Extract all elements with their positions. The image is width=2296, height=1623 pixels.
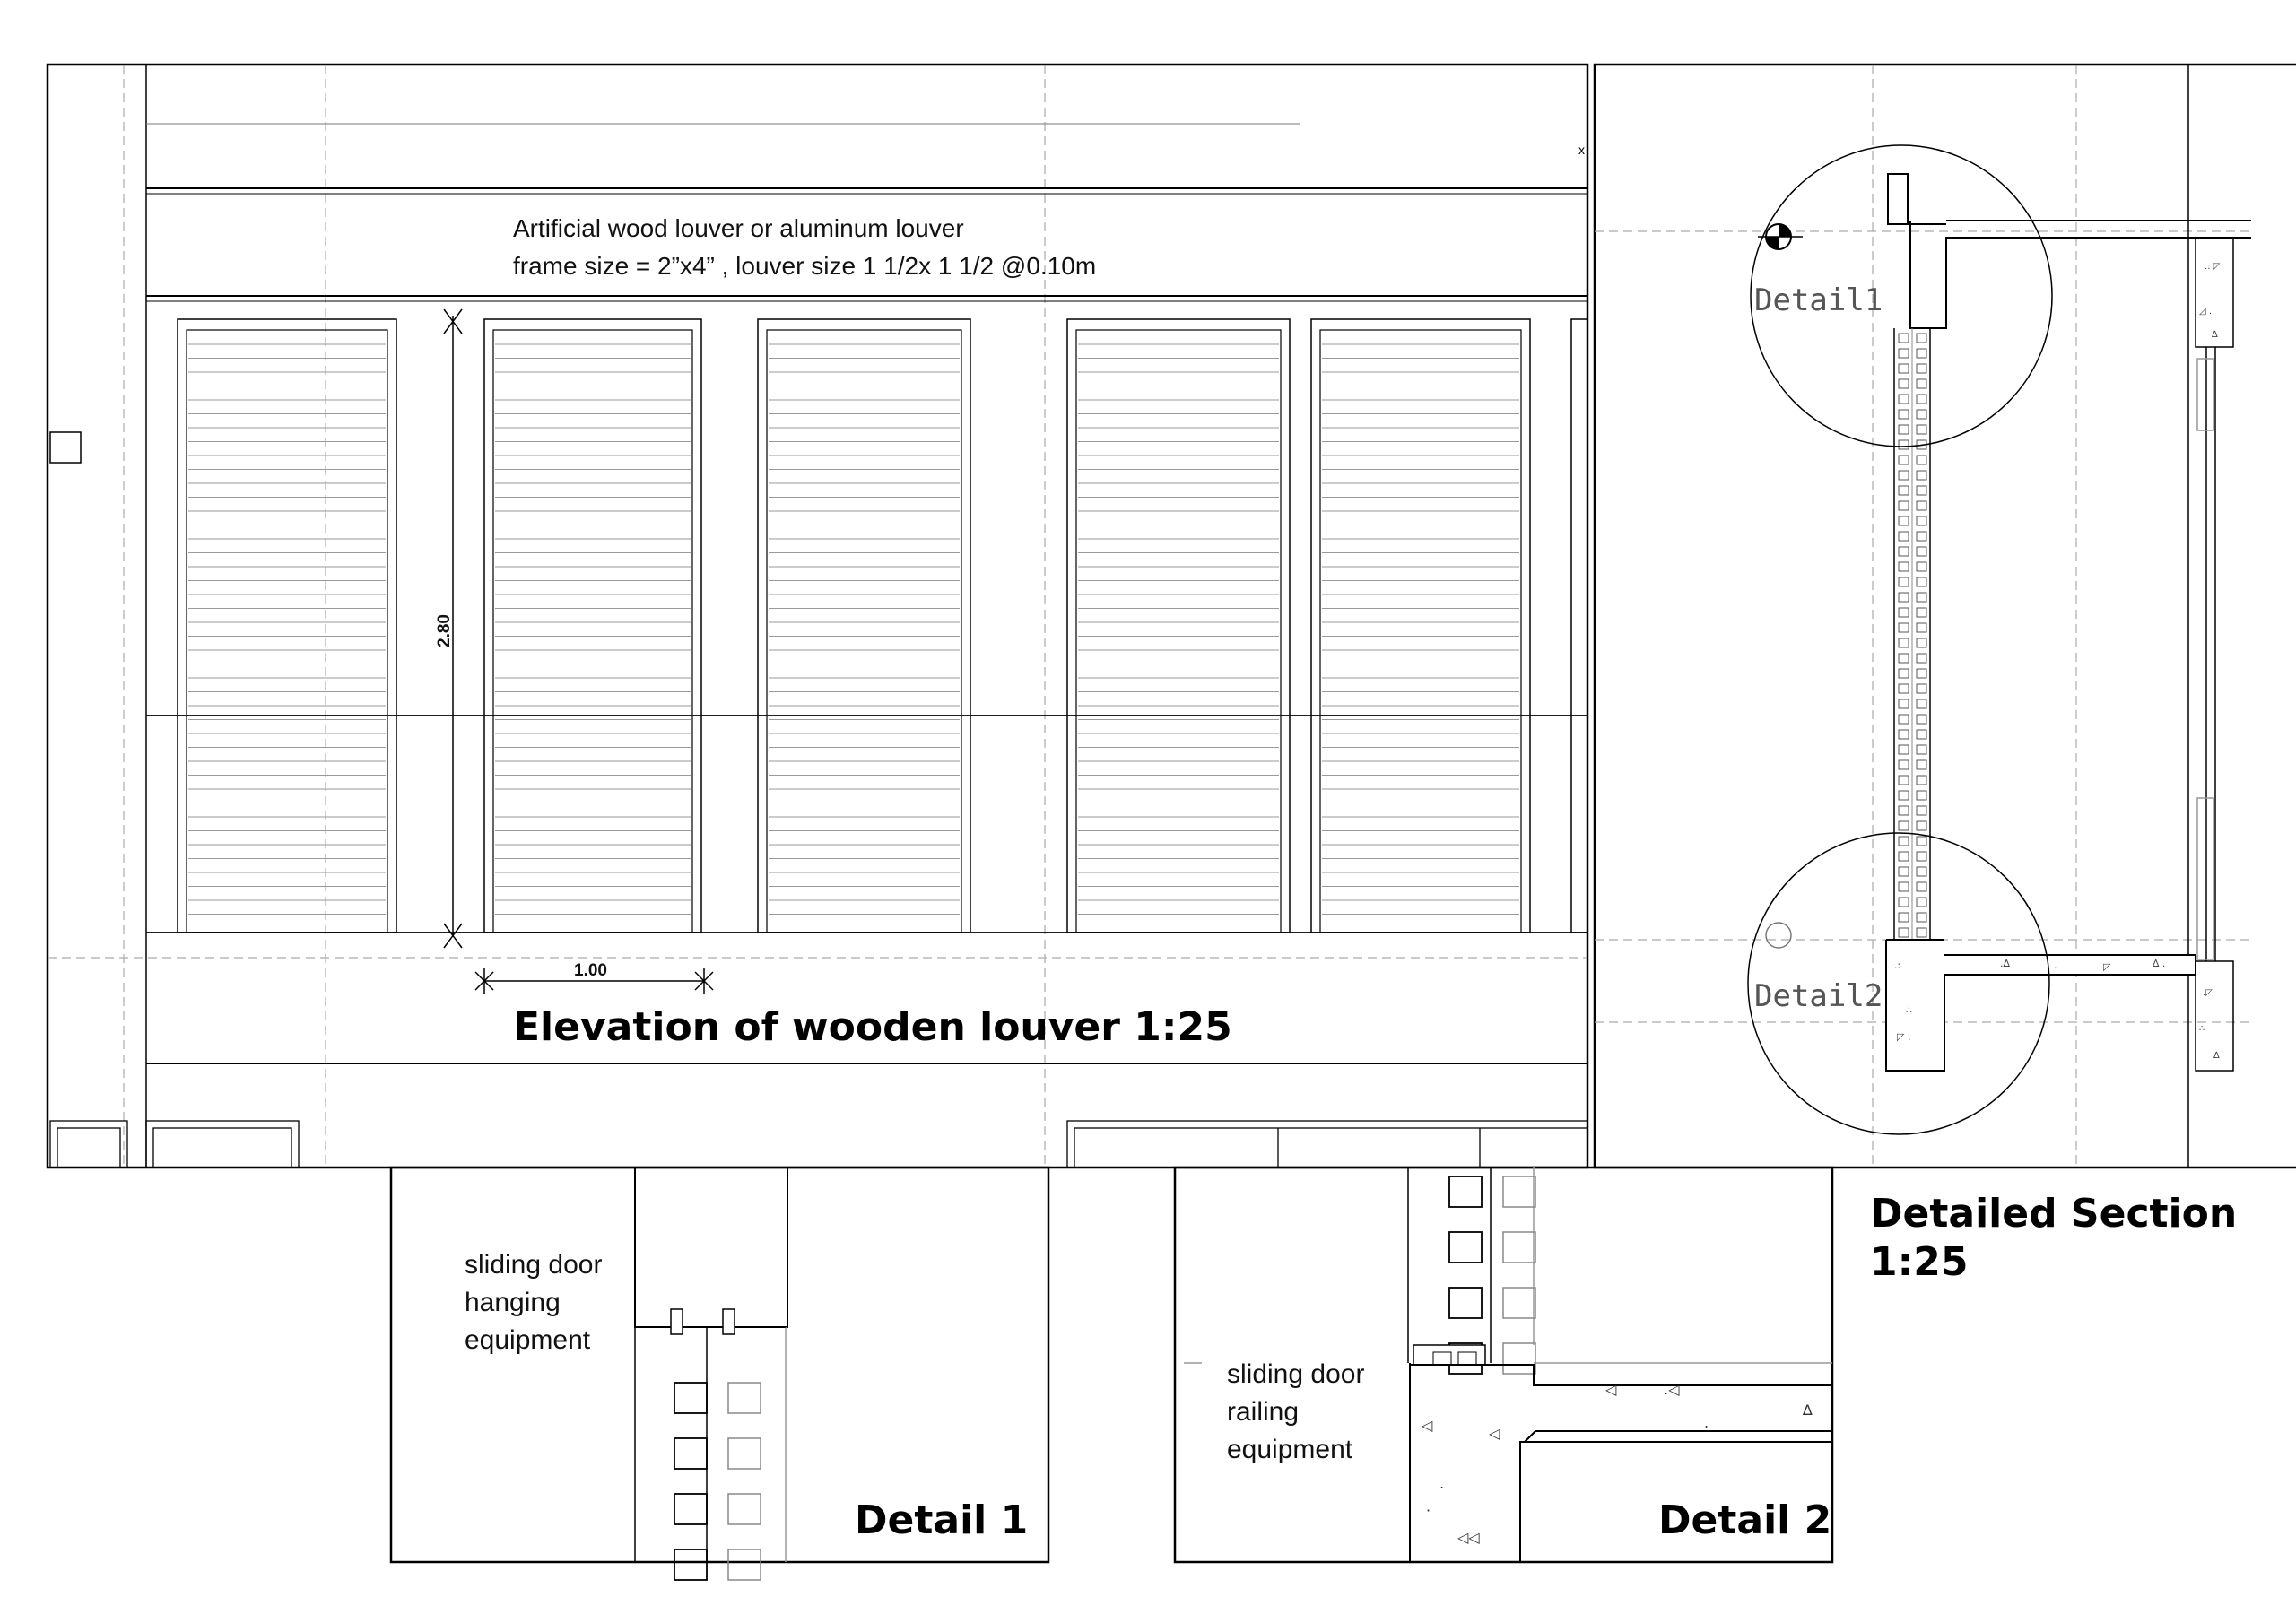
louver-slat-section bbox=[1899, 516, 1909, 525]
louver-slat-section bbox=[1917, 501, 1926, 510]
svg-text:∴: ∴ bbox=[2199, 1024, 2205, 1034]
edge-marker bbox=[50, 432, 81, 463]
svg-text:∆: ∆ bbox=[1803, 1402, 1813, 1419]
detail1-note-line3: equipment bbox=[465, 1325, 591, 1355]
louver-slat-section bbox=[1899, 501, 1909, 510]
louver-slat-section bbox=[1917, 913, 1926, 922]
detail2-louver-slats bbox=[1449, 1176, 1535, 1374]
svg-text:.: ◸: .: ◸ bbox=[2205, 262, 2221, 272]
section-right-wall bbox=[2188, 65, 2233, 1167]
elevation-title: Elevation of wooden louver 1:25 bbox=[513, 1004, 1232, 1050]
louver-slat-section bbox=[1917, 684, 1926, 693]
louver-panels bbox=[178, 319, 1587, 933]
louver-slat-section bbox=[1917, 334, 1926, 343]
svg-text:.: . bbox=[1704, 1414, 1709, 1431]
louver-slat-section bbox=[1899, 699, 1909, 708]
louver-slat-section bbox=[1917, 715, 1926, 724]
louver-slat-section bbox=[1899, 669, 1909, 678]
louver-slat-section bbox=[1917, 760, 1926, 769]
svg-text:.∆: .∆ bbox=[2000, 958, 2010, 969]
concrete-hatch-right bbox=[2199, 262, 2221, 1061]
louver-slat-section bbox=[1917, 364, 1926, 373]
louver-slat-section bbox=[1917, 562, 1926, 571]
louver-slat-section bbox=[1899, 440, 1909, 449]
detail1-slat bbox=[674, 1549, 707, 1580]
louver-slat-section bbox=[1899, 730, 1909, 739]
detail1-callout bbox=[1751, 145, 2052, 447]
louver-slat-section bbox=[1899, 410, 1909, 419]
detail1-title: Detail 1 bbox=[855, 1497, 1029, 1543]
svg-text:Detail2: Detail2 bbox=[1754, 978, 1883, 1014]
louver-slat-section bbox=[1917, 654, 1926, 663]
svg-text:◁: ◁ bbox=[1422, 1417, 1433, 1434]
louver-panel bbox=[1571, 319, 1587, 933]
louver-slat-section bbox=[1899, 837, 1909, 846]
detail2-slat bbox=[1503, 1288, 1535, 1318]
svg-text:∆: ∆ bbox=[2212, 330, 2218, 340]
louver-slat-section bbox=[1899, 471, 1909, 480]
louver-slat-section bbox=[1899, 608, 1909, 617]
svg-text:∆ .: ∆ . bbox=[2152, 958, 2166, 969]
svg-text:◁: ◁ bbox=[1605, 1381, 1617, 1398]
louver-panel bbox=[1067, 319, 1290, 933]
detail1-slat bbox=[728, 1383, 761, 1413]
section-panel bbox=[1595, 65, 2296, 1167]
louver-slat-section bbox=[1917, 486, 1926, 495]
louver-slat-section bbox=[1899, 593, 1909, 602]
detail2-note-line2: railing bbox=[1227, 1397, 1300, 1427]
svg-text:∆: ∆ bbox=[2213, 1051, 2220, 1061]
louver-slat-section bbox=[1917, 532, 1926, 541]
elevation-panel bbox=[48, 65, 1587, 1167]
louver-slat-section bbox=[1917, 928, 1926, 937]
louver-slat-section bbox=[1899, 425, 1909, 434]
louver-slat-section bbox=[1917, 745, 1926, 754]
louver-slat-section bbox=[1917, 699, 1926, 708]
louver-slat-section bbox=[1917, 821, 1926, 830]
detail1-slat bbox=[728, 1549, 761, 1580]
detail2-slat bbox=[1449, 1288, 1482, 1318]
svg-text:.◸: .◸ bbox=[2203, 988, 2213, 998]
louver-slat-section bbox=[1917, 852, 1926, 861]
louver-slat-section bbox=[1917, 776, 1926, 785]
section-louver-column bbox=[1894, 328, 1930, 940]
louver-slat-section bbox=[1917, 577, 1926, 586]
svg-text:◸: ◸ bbox=[2103, 961, 2111, 973]
louver-slat-section bbox=[1899, 715, 1909, 724]
detail2-slat bbox=[1503, 1343, 1535, 1374]
elevation-bottom-frames bbox=[50, 1121, 1587, 1167]
section-top-slab bbox=[1888, 174, 2251, 328]
corner-mark: x bbox=[1578, 143, 1585, 157]
louver-slat-section bbox=[1899, 547, 1909, 556]
louver-slat-section bbox=[1899, 623, 1909, 632]
svg-text:Detail1: Detail1 bbox=[1754, 282, 1883, 318]
louver-slat-section bbox=[1899, 638, 1909, 647]
louver-slat-section bbox=[1917, 730, 1926, 739]
svg-text:.◁: .◁ bbox=[1664, 1381, 1680, 1398]
detail1-note-line1: sliding door bbox=[465, 1250, 603, 1280]
louver-slat-section bbox=[1899, 456, 1909, 464]
detail2-slat bbox=[1503, 1176, 1535, 1207]
louver-slat-section bbox=[1917, 456, 1926, 464]
svg-text:◿ .: ◿ . bbox=[2199, 307, 2213, 317]
louver-slat-section bbox=[1899, 882, 1909, 891]
louver-slat-section bbox=[1917, 898, 1926, 907]
louver-slat-section bbox=[1899, 821, 1909, 830]
louver-slat-section bbox=[1917, 882, 1926, 891]
section-bottom-slab bbox=[1886, 940, 2196, 1071]
louver-slat-section bbox=[1899, 760, 1909, 769]
louver-slat-section bbox=[1899, 654, 1909, 663]
detail2-slat bbox=[1449, 1176, 1482, 1207]
detail1-slat bbox=[728, 1438, 761, 1469]
detail2-slat bbox=[1503, 1232, 1535, 1263]
louver-slat-section bbox=[1899, 562, 1909, 571]
detail2-panel bbox=[1175, 1167, 1832, 1562]
louver-slat-section bbox=[1917, 806, 1926, 815]
louver-slat-section bbox=[1917, 425, 1926, 434]
svg-text:◸ .: ◸ . bbox=[1897, 1031, 1911, 1043]
louver-slat-section bbox=[1917, 867, 1926, 876]
height-dimension-label: 2.80 bbox=[435, 614, 454, 647]
detail2-note-line1: sliding door bbox=[1227, 1359, 1365, 1389]
louver-slat-section bbox=[1899, 913, 1909, 922]
louver-slat-section bbox=[1899, 898, 1909, 907]
detail1-slat bbox=[674, 1438, 707, 1469]
louver-slat-section bbox=[1899, 334, 1909, 343]
svg-text:◁◁: ◁◁ bbox=[1457, 1529, 1480, 1546]
louver-slat-section bbox=[1917, 791, 1926, 800]
louver-slat-section bbox=[1917, 471, 1926, 480]
section-title-line1: Detailed Section bbox=[1870, 1191, 2238, 1237]
louver-slat-section bbox=[1899, 486, 1909, 495]
louver-slat-section bbox=[1899, 577, 1909, 586]
svg-text:∴: ∴ bbox=[1906, 1004, 1912, 1016]
detail2-slat bbox=[1449, 1232, 1482, 1263]
louver-slat-section bbox=[1899, 379, 1909, 388]
louver-slat-section bbox=[1899, 349, 1909, 358]
louver-slat-section bbox=[1899, 806, 1909, 815]
detail1-note-line2: hanging bbox=[465, 1288, 561, 1317]
svg-text:◁: ◁ bbox=[1489, 1425, 1500, 1442]
louver-slat-section bbox=[1917, 349, 1926, 358]
louver-slat-section bbox=[1917, 669, 1926, 678]
louver-slat-section bbox=[1899, 776, 1909, 785]
louver-slat-section bbox=[1899, 684, 1909, 693]
louver-slat-section bbox=[1899, 745, 1909, 754]
detail1-slat bbox=[674, 1494, 707, 1524]
louver-slat-section bbox=[1899, 867, 1909, 876]
detail1-slat bbox=[728, 1494, 761, 1524]
svg-text:.:: .: bbox=[1894, 959, 1901, 971]
louver-slat-section bbox=[1917, 410, 1926, 419]
louver-panel bbox=[484, 319, 701, 933]
louver-slat-section bbox=[1899, 395, 1909, 404]
louver-slat-section bbox=[1917, 395, 1926, 404]
louver-slat-section bbox=[1917, 608, 1926, 617]
louver-note-line1: Artificial wood louver or aluminum louver bbox=[513, 214, 964, 242]
louver-slat-section bbox=[1917, 593, 1926, 602]
louver-slat-section bbox=[1899, 364, 1909, 373]
louver-slat-section bbox=[1899, 791, 1909, 800]
louver-slat-section bbox=[1899, 532, 1909, 541]
louver-note-line2: frame size = 2”x4” , louver size 1 1/2x 1 1/2 @0.10m bbox=[513, 252, 1097, 280]
svg-text:.: . bbox=[2054, 959, 2057, 971]
louver-panel bbox=[1311, 319, 1530, 933]
louver-slat-section bbox=[1917, 516, 1926, 525]
width-dimension-label: 1.00 bbox=[574, 961, 607, 980]
louver-slat-section bbox=[1917, 837, 1926, 846]
louver-panel bbox=[758, 319, 970, 933]
louver-slat-section bbox=[1917, 638, 1926, 647]
detail2-title: Detail 2 bbox=[1658, 1497, 1832, 1543]
detail2-note-line3: equipment bbox=[1227, 1435, 1353, 1464]
detail1-slat bbox=[674, 1383, 707, 1413]
louver-panel bbox=[178, 319, 396, 933]
detail1-panel bbox=[391, 1167, 1048, 1580]
detail1-louver-slats bbox=[674, 1383, 761, 1580]
louver-slat-section bbox=[1917, 547, 1926, 556]
svg-text:.: . bbox=[1439, 1475, 1445, 1492]
louver-slat-section bbox=[1917, 379, 1926, 388]
louver-slat-section bbox=[1899, 928, 1909, 937]
section-title-line2: 1:25 bbox=[1870, 1239, 1969, 1285]
louver-slat-section bbox=[1917, 623, 1926, 632]
louver-slat-section bbox=[1899, 852, 1909, 861]
svg-text:·: · bbox=[1426, 1502, 1431, 1519]
